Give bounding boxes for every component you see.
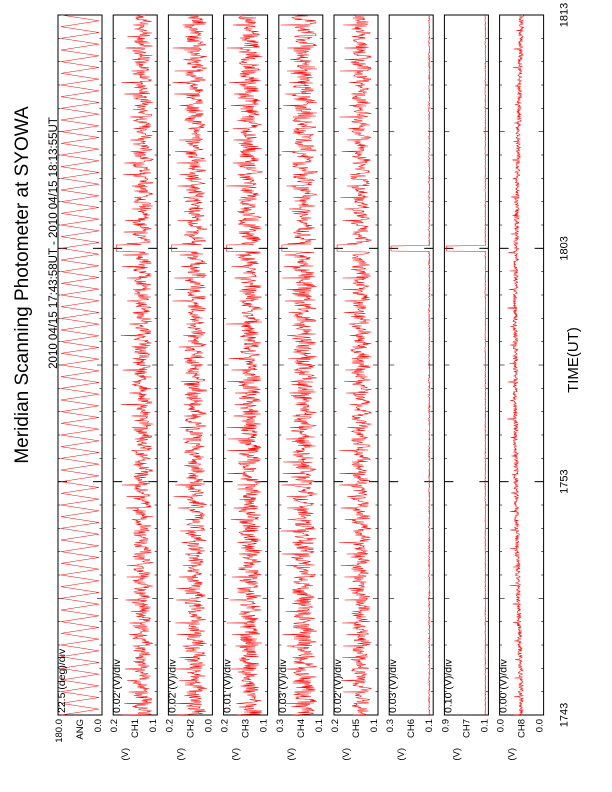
channel-label: CH8 xyxy=(516,719,528,739)
scale-label: 0.02 (V)/div xyxy=(166,659,179,713)
time-tick-label: 1813 xyxy=(558,2,571,28)
channel-label: CH3 xyxy=(240,719,252,739)
channel-label: CH1 xyxy=(130,719,142,739)
time-tick-label: 1743 xyxy=(558,702,571,728)
channel-label: CH4 xyxy=(295,719,307,739)
unit-label: (V) xyxy=(341,748,352,761)
channel-label: CH7 xyxy=(461,719,473,739)
unit-label: (V) xyxy=(396,748,408,761)
y-tick-label: 0.3 xyxy=(274,719,286,733)
scale-label: 22.5 (deg)/div xyxy=(56,648,68,713)
y-tick-label: 0.0 xyxy=(495,719,507,733)
y-tick-label: 0.2 xyxy=(219,719,231,733)
time-range-label: 2010 04/15 17:43:58UT - 2010 04/15 18:13:55UT xyxy=(48,117,60,369)
scale-label: 0.10 (V)/div xyxy=(442,659,455,713)
scale-label: 0.02 (V)/div xyxy=(332,659,344,713)
y-tick-label: 0.1 xyxy=(258,719,270,733)
channel-label: ANG xyxy=(75,719,86,740)
y-tick-label: 0.2 xyxy=(164,719,176,733)
y-tick-label: 0.1 xyxy=(479,719,491,733)
time-tick-label: 1803 xyxy=(558,236,571,261)
unit-label: (V) xyxy=(120,748,132,761)
y-tick-label: 0.3 xyxy=(385,719,397,733)
y-tick-label: 180.0 xyxy=(54,719,65,743)
y-tick-label: 0.0 xyxy=(534,719,546,733)
chart-title: Meridian Scanning Photometer at SYOWA xyxy=(12,106,33,464)
y-tick-label: 0.2 xyxy=(330,719,341,733)
scale-label: 0.02 (V)/div xyxy=(111,659,124,713)
y-tick-label: 0.1 xyxy=(369,719,380,733)
unit-label: (V) xyxy=(230,748,242,761)
scale-label: 0.00 (V)/div xyxy=(497,659,510,713)
y-tick-label: 0.1 xyxy=(313,719,325,733)
scale-label: 0.03 (V)/div xyxy=(276,659,289,713)
channel-label: CH5 xyxy=(351,719,362,739)
scale-label: 0.01 (V)/div xyxy=(221,659,234,713)
unit-label: (V) xyxy=(175,748,187,761)
unit-label: (V) xyxy=(506,748,518,761)
y-tick-label: 0.1 xyxy=(424,719,436,733)
y-tick-label: 0.0 xyxy=(203,719,215,733)
channel-label: CH2 xyxy=(185,719,197,739)
y-tick-label: 0.2 xyxy=(109,719,121,733)
channel-label: CH6 xyxy=(406,719,418,739)
unit-label: (V) xyxy=(285,748,297,761)
y-tick-label: 0.9 xyxy=(440,719,452,733)
x-axis-title: TIME(UT) xyxy=(565,327,582,393)
time-tick-label: 1753 xyxy=(558,469,571,494)
scale-label: 0.03 (V)/div xyxy=(387,659,400,713)
y-tick-label: 0.0 xyxy=(93,719,104,733)
unit-label: (V) xyxy=(451,748,463,761)
y-tick-label: 0.1 xyxy=(148,719,160,733)
